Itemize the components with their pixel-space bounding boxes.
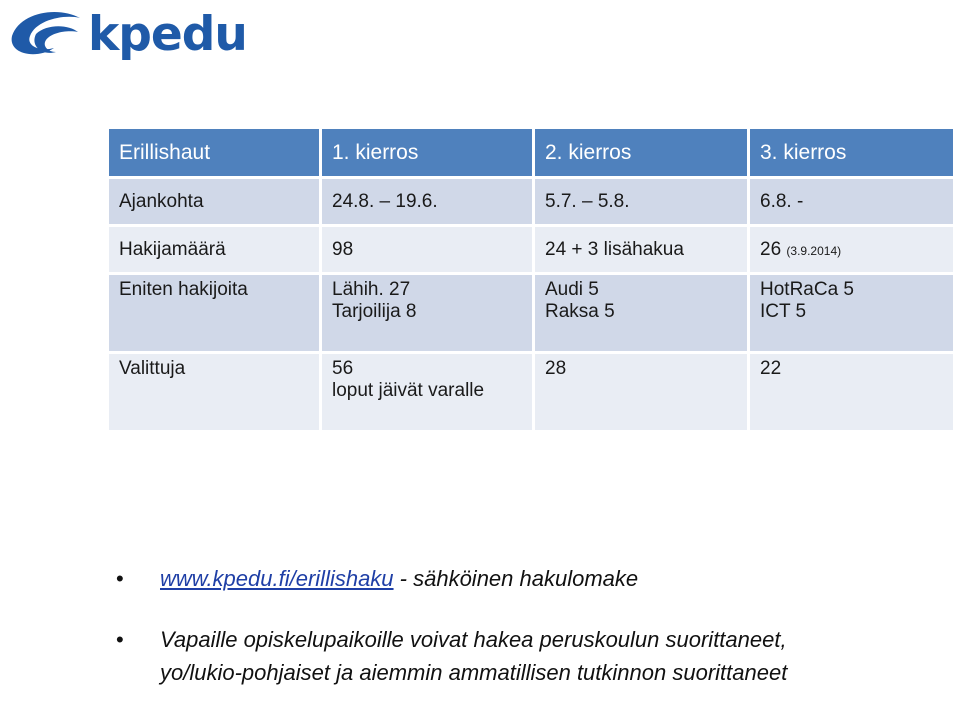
cell-line: Tarjoilija 8 <box>332 301 417 322</box>
bullet-text-line: yo/lukio-pohjaiset ja aiemmin ammatillisen tutkinnon suorittaneet <box>160 660 788 685</box>
row-label: Ajankohta <box>109 179 319 224</box>
cell-kierros-1 <box>322 275 532 351</box>
row-label: Valittuja <box>109 354 319 430</box>
cell-line: loput jäivät varalle <box>332 380 485 401</box>
cell-line: Raksa 5 <box>545 301 615 322</box>
cell-line: ICT 5 <box>760 301 807 322</box>
table-row-valittuja <box>109 354 953 430</box>
table-row-eniten-hakijoita <box>109 275 953 351</box>
table-row-ajankohta <box>109 179 953 224</box>
table-row-hakijamaara <box>109 227 953 272</box>
table-header-row <box>109 129 953 176</box>
cell-line: Lähih. 27 <box>332 279 411 300</box>
bullet-text-line: Vapaille opiskelupaikoille voivat hakea peruskoulun suorittaneet, <box>160 627 787 652</box>
cell-kierros-3: 22 <box>750 354 953 430</box>
kpedu-logo <box>6 6 247 64</box>
cell-kierros-3 <box>750 275 953 351</box>
cell-kierros-3 <box>750 227 953 272</box>
bullet-dot-icon: • <box>116 566 124 591</box>
cell-line: HotRaCa 5 <box>760 279 854 300</box>
cell-kierros-1: 24.8. – 19.6. <box>322 179 532 224</box>
header-kierros-3: 3. kierros <box>750 129 953 176</box>
list-item <box>116 562 946 595</box>
cell-value: 26 <box>760 238 782 260</box>
header-kierros-1: 1. kierros <box>322 129 532 176</box>
cell-kierros-2: 24 + 3 lisähakua <box>535 227 747 272</box>
cell-kierros-1 <box>322 354 532 430</box>
bullet-dot-icon: • <box>116 627 124 652</box>
row-label: Eniten hakijoita <box>109 275 319 351</box>
list-item <box>116 623 946 689</box>
header-erillishaut: Erillishaut <box>109 129 319 176</box>
cell-kierros-3: 6.8. - <box>750 179 953 224</box>
cell-kierros-2 <box>535 275 747 351</box>
cell-kierros-1: 98 <box>322 227 532 272</box>
row-label: Hakijamäärä <box>109 227 319 272</box>
cell-line: Audi 5 <box>545 279 599 300</box>
bullet-list <box>116 562 946 689</box>
bullet-text: - sähköinen hakulomake <box>393 566 639 591</box>
cell-date-note: (3.9.2014) <box>786 243 842 258</box>
cell-line: 56 <box>332 358 354 379</box>
cell-kierros-2: 28 <box>535 354 747 430</box>
erillishaku-link[interactable]: www.kpedu.fi/erillishaku <box>160 566 394 591</box>
erillishaut-table <box>106 126 956 433</box>
kpedu-logo-swoosh-icon <box>6 6 86 64</box>
cell-kierros-2: 5.7. – 5.8. <box>535 179 747 224</box>
header-kierros-2: 2. kierros <box>535 129 747 176</box>
kpedu-logo-text: kpedu <box>88 7 247 62</box>
